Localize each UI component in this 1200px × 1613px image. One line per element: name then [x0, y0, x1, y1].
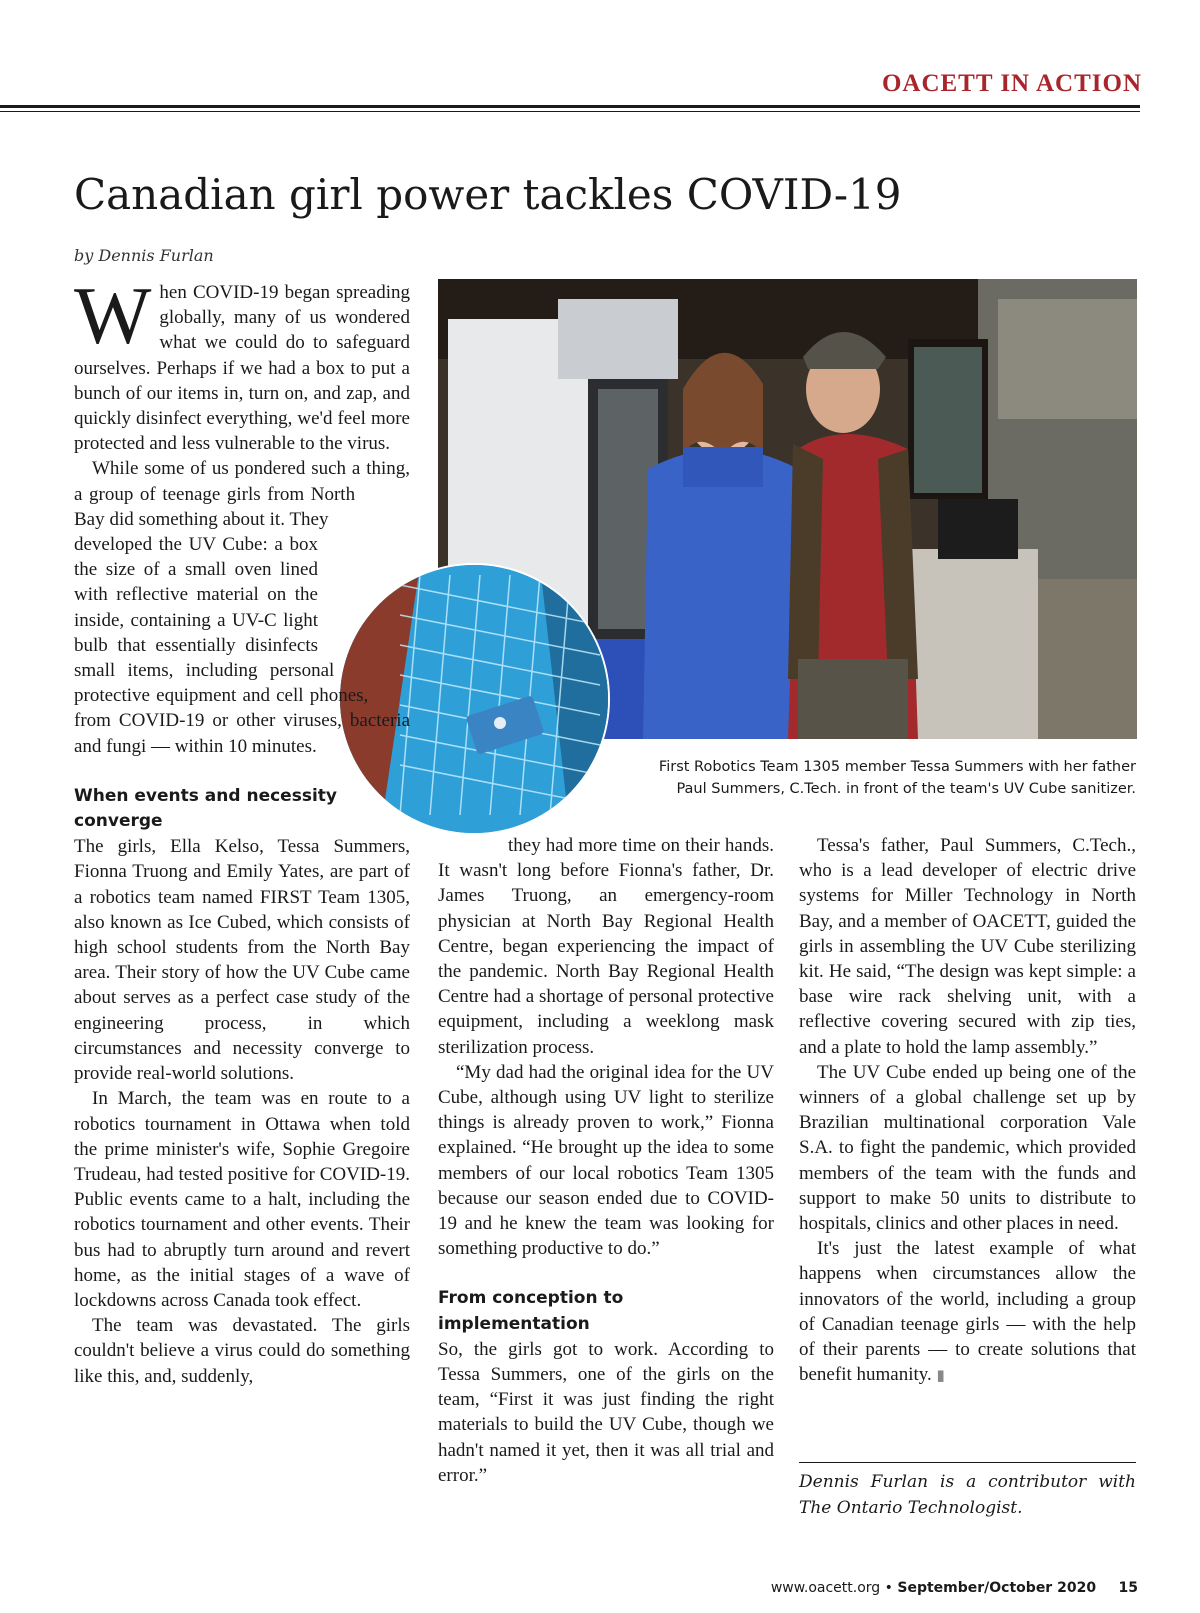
column-1 [74, 270, 410, 1389]
col2-paragraph-2: “My dad had the original idea for the UV Cube, although using UV light to sterilize things is already proven to work,” Fionna explained. “He brought up the idea to some members of our local robotics Team 1305 because our season ended due to COVID-19 and he knew the team was looking for something productive to do.” [438, 1061, 774, 1260]
col3-paragraph-3: It's just the latest example of what happens when circumstances allow the innovators of the world, including a group of Canadian teenage girls — with the help of their parents — to create solutions that benefit humanity. ▮ [799, 1238, 1136, 1386]
author-bio: Dennis Furlan is a contributor with The Ontario Technologist. [799, 1472, 1136, 1518]
col3-paragraph-2: The UV Cube ended up being one of the winners of a global challenge set up by Brazilian multinational corporation Vale S.A. to fight the pandemic, which provided members of the team with the funds and support to make 50 units to distribute to hospitals, clinics and other places in need. [799, 1061, 1136, 1235]
byline: by Dennis Furlan [74, 246, 214, 265]
article-title: Canadian girl power tackles COVID-19 [74, 170, 902, 219]
header-rule-thick [0, 105, 1140, 108]
end-mark-icon: ▮ [936, 1366, 945, 1385]
footer-separator: • [884, 1580, 893, 1596]
column-2 [438, 833, 774, 1488]
intro-paragraph-2: While some of us pondered such a thing, a group of teenage girls from North Bay did something about it. They developed the UV Cube: a box the size of a small oven lined with reflective material on the inside, containing a UV-C light bulb that essentially disinfects small items, including personal protective equipment and cell phones, from COVID-19 or other viruses, bacteria and fungi — within 10 minutes. [74, 458, 410, 757]
header-rule-thin [0, 111, 1140, 112]
caption-line-1: First Robotics Team 1305 member Tessa Summers with her father [658, 759, 1136, 775]
subhead-conception: From conception to implementation [438, 1288, 624, 1334]
caption-line-2: Paul Summers, C.Tech. in front of the team's UV Cube sanitizer. [676, 781, 1136, 797]
page-footer [771, 1580, 1138, 1596]
subhead-events: When events and necessity converge [74, 785, 337, 832]
section-label: OACETT IN ACTION [881, 70, 1142, 97]
drop-cap: W [74, 270, 152, 361]
col2-paragraph-1: they had more time on their hands. It wasn't long before Fionna's father, Dr. James Truong, an emergency-room physician at North Bay Regional Health Centre, began experiencing the impact of the pandemic. North Bay Regional Health Centre had a shortage of personal protective equipment, including a weeklong mask sterilization process. [438, 835, 774, 1058]
column-3 [799, 833, 1136, 1388]
footer-url: www.oacett.org [770, 1580, 881, 1596]
section1-paragraph-1: The girls, Ella Kelso, Tessa Summers, Fionna Truong and Emily Yates, are part of a robotics team named FIRST Team 1305, also known as Ice Cubed, which consists of high school students from the North Bay area. Their story of how the UV Cube came about serves as a perfect case study of the engineering process, in which circumstances and necessity converge to provide real-world solutions. [74, 836, 410, 1085]
footer-issue: September/October 2020 [897, 1580, 1097, 1596]
section2-paragraph-1: So, the girls got to work. According to Tessa Summers, one of the girls on the team, “First it was just finding the right materials to build the UV Cube, though we hadn't named it yet, then it was all trial and error.” [438, 1338, 774, 1486]
photo-caption [596, 756, 1136, 800]
section1-paragraph-3: The team was devastated. The girls couldn't believe a virus could do something like this, and, suddenly, [74, 1315, 410, 1387]
intro-paragraph-1: When COVID-19 began spreading globally, many of us wondered what we could do to safeguard ourselves. Perhaps if we had a box to put a bunch of our items in, turn on, and zap, and quickly disinfect everything, we'd feel more protected and less vulnerable to the virus. [74, 270, 410, 455]
section1-paragraph-2: In March, the team was en route to a robotics tournament in Ottawa when told the prime minister's wife, Sophie Gregoire Trudeau, had tested positive for COVID-19. Public events came to a halt, including the robotics tournament and other events. Their bus had to abruptly turn around and revert home, as the initial stages of a wave of lockdowns across Canada took effect. [74, 1088, 410, 1311]
page-number: 15 [1118, 1580, 1138, 1596]
col3-paragraph-1: Tessa's father, Paul Summers, C.Tech., who is a lead developer of electric drive systems for Miller Technology in North Bay, and a member of OACETT, guided the girls in assembling the UV Cube sterilizing kit. He said, “The design was kept simple: a base wire rack shelving unit, with a reflective covering secured with zip ties, and a plate to hold the lamp assembly.” [799, 835, 1136, 1058]
bio-rule [799, 1462, 1136, 1463]
